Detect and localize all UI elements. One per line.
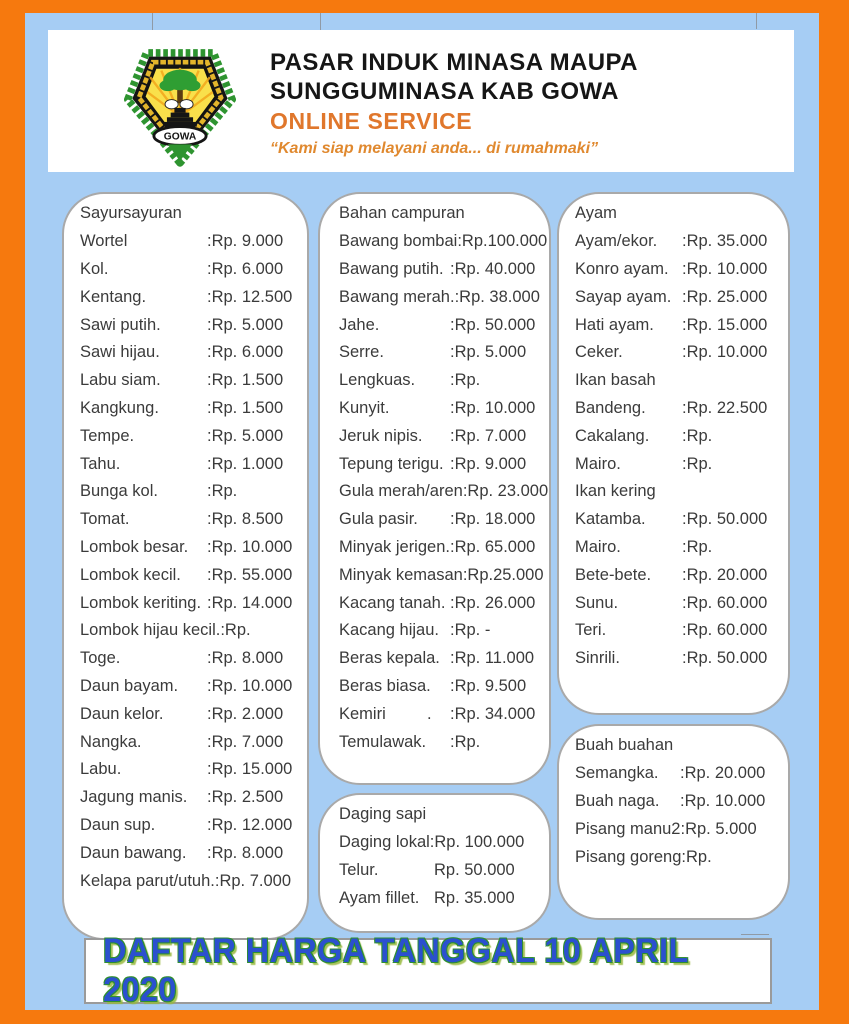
price-row — [64, 367, 307, 395]
price-row — [320, 395, 549, 423]
price-row — [64, 561, 307, 589]
item-name: Kacang hijau. — [339, 621, 439, 640]
item-name: Katamba. — [575, 510, 646, 529]
item-name: Jeruk nipis. — [339, 426, 423, 445]
item-name: Lombok hijau kecil. — [80, 621, 221, 640]
item-name: Ayam fillet. — [339, 888, 420, 907]
item-name: Daun bawang. — [80, 843, 187, 862]
price-row — [64, 506, 307, 534]
item-price: :Rp. 10.000 — [450, 398, 536, 417]
item-price: :Rp. — [682, 537, 713, 556]
price-row — [320, 645, 549, 673]
market-title-line1: PASAR INDUK MINASA MAUPA — [270, 49, 638, 76]
price-row — [320, 884, 549, 912]
price-row — [559, 422, 788, 450]
item-price: :Rp. 20.000 — [682, 565, 768, 584]
item-name: Lombok kecil. — [80, 565, 181, 584]
price-row — [559, 228, 788, 256]
section-title: Bahan campuran — [339, 204, 465, 223]
item-price: :Rp. - — [450, 621, 491, 640]
price-row — [559, 506, 788, 534]
item-price: :Rp. 6.000 — [207, 259, 284, 278]
item-name: Sawi putih. — [80, 315, 161, 334]
item-name: Kacang tanah. — [339, 593, 446, 612]
price-row — [320, 673, 549, 701]
item-price: :Rp. — [450, 371, 481, 390]
item-name: Gula pasir. — [339, 510, 418, 529]
item-name: Jagung manis. — [80, 788, 188, 807]
item-price: :Rp. 22.500 — [682, 398, 768, 417]
price-row — [559, 311, 788, 339]
item-price: :Rp. 10.000 — [682, 343, 768, 362]
item-price: :Rp. 12.500 — [207, 287, 293, 306]
price-row — [64, 311, 307, 339]
item-price: :Rp. 6.000 — [207, 343, 284, 362]
gowa-pentagon-emblem — [124, 44, 236, 170]
item-price: Rp. 35.000 — [434, 888, 515, 907]
price-row — [64, 395, 307, 423]
item-price: :Rp. 10.000 — [682, 259, 768, 278]
item-name: Sinrili. — [575, 649, 620, 668]
price-row — [64, 478, 307, 506]
item-price: :Rp. 26.000 — [450, 593, 536, 612]
item-name: Buah naga. — [575, 791, 660, 810]
item-name: Labu. — [80, 760, 122, 779]
banner-text: DAFTAR HARGA TANGGAL 10 APRIL 2020 — [103, 932, 689, 1009]
header-text-block — [270, 48, 638, 160]
item-price: :Rp. 10.000 — [207, 676, 293, 695]
artifact-line — [756, 13, 757, 29]
item-name: Teri. — [575, 621, 607, 640]
price-row — [320, 617, 549, 645]
item-price: :Rp. 65.000 — [450, 537, 536, 556]
market-title-line2: SUNGGUMINASA KAB GOWA — [270, 78, 619, 105]
item-price: :Rp. 9.000 — [207, 232, 284, 251]
item-price: Rp. 100.000 — [434, 833, 525, 852]
item-name: Labu siam. — [80, 371, 161, 390]
item-name: Kelapa parut/utuh. — [80, 871, 215, 890]
artifact-line — [320, 13, 321, 30]
item-price: :Rp. 9.500 — [450, 676, 527, 695]
item-name: Lombok besar. — [80, 537, 189, 556]
price-row — [64, 283, 307, 311]
price-row — [559, 561, 788, 589]
price-row — [320, 256, 549, 284]
item-price: :Rp. 15.000 — [207, 760, 293, 779]
price-row — [559, 760, 788, 788]
price-row — [320, 561, 549, 589]
item-name: Bawang putih. — [339, 259, 444, 278]
item-name: Kangkung. — [80, 398, 159, 417]
item-name: Gula merah/aren — [339, 482, 463, 501]
item-price: :Rp. 50.000 — [682, 649, 768, 668]
price-row — [559, 395, 788, 423]
artifact-line — [152, 13, 153, 30]
item-name: Sunu. — [575, 593, 619, 612]
card-daging-sapi — [318, 793, 551, 933]
price-row — [320, 283, 549, 311]
item-price: :Rp.100.000 — [457, 232, 548, 251]
price-row — [64, 728, 307, 756]
item-price: :Rp. 18.000 — [450, 510, 536, 529]
item-price: :Rp. 12.000 — [207, 815, 293, 834]
item-name: Kemiri . — [339, 704, 432, 723]
item-name: Minyak jerigen. — [339, 537, 450, 556]
item-name: Hati ayam. — [575, 315, 654, 334]
price-row — [64, 839, 307, 867]
item-price: :Rp. 9.000 — [450, 454, 527, 473]
item-name: Bete-bete. — [575, 565, 652, 584]
price-row — [64, 617, 307, 645]
item-name: Minyak kemasan — [339, 565, 463, 584]
item-price: :Rp. 38.000 — [454, 287, 540, 306]
item-name: Ceker. — [575, 343, 623, 362]
price-row — [559, 645, 788, 673]
price-row — [320, 534, 549, 562]
price-row — [64, 756, 307, 784]
item-price: :Rp. 5.000 — [207, 426, 284, 445]
price-row — [559, 815, 788, 843]
price-row — [320, 506, 549, 534]
item-price: :Rp. 1.500 — [207, 398, 284, 417]
item-name: Beras biasa. — [339, 676, 431, 695]
price-row — [64, 812, 307, 840]
price-row — [64, 867, 307, 895]
item-name: Mairo. — [575, 537, 621, 556]
item-name: Serre. — [339, 343, 384, 362]
item-price: :Rp. 5.000 — [680, 819, 757, 838]
card-buah-buahan — [557, 724, 790, 920]
item-name: Pisang manu2 — [575, 819, 681, 838]
item-price: :Rp. 35.000 — [682, 232, 768, 251]
item-name: Toge. — [80, 649, 121, 668]
section-title: Daging sapi — [339, 805, 427, 824]
price-row — [64, 450, 307, 478]
price-row — [320, 478, 549, 506]
item-price: :Rp. 14.000 — [207, 593, 293, 612]
item-name: Lombok keriting. — [80, 593, 202, 612]
price-date-banner — [84, 932, 772, 1009]
item-name: Nangka. — [80, 732, 142, 751]
item-name: Daging lokal: — [339, 833, 435, 852]
item-name: Jahe. — [339, 315, 380, 334]
price-row — [559, 589, 788, 617]
online-service-label: ONLINE SERVICE — [270, 108, 473, 134]
item-name: Bunga kol. — [80, 482, 158, 501]
item-price: :Rp. 7.000 — [207, 732, 284, 751]
item-name: Beras kepala. — [339, 649, 440, 668]
item-name: Bandeng. — [575, 398, 646, 417]
item-name: Lengkuas. — [339, 371, 416, 390]
price-row — [559, 450, 788, 478]
item-price: :Rp. 55.000 — [207, 565, 293, 584]
price-row — [320, 857, 549, 885]
price-row — [559, 788, 788, 816]
item-price: :Rp. — [220, 621, 251, 640]
item-name: Telur. — [339, 860, 379, 879]
item-price: :Rp. 50.000 — [682, 510, 768, 529]
price-row — [64, 673, 307, 701]
price-row — [559, 534, 788, 562]
price-row — [320, 728, 549, 756]
item-price: :Rp. 10.000 — [207, 537, 293, 556]
item-price: :Rp. 50.000 — [450, 315, 536, 334]
item-price: :Rp. — [682, 426, 713, 445]
item-price: :Rp. 11.000 — [450, 649, 535, 668]
header-card — [48, 30, 794, 172]
page-background — [25, 13, 819, 1010]
item-price: :Rp. 25.000 — [682, 287, 768, 306]
item-price: :Rp. 1.000 — [207, 454, 284, 473]
price-row — [64, 339, 307, 367]
item-name: Cakalang. — [575, 426, 650, 445]
price-row — [320, 700, 549, 728]
subsection-title: Ikan basah — [575, 371, 656, 390]
item-price: :Rp. 8.000 — [207, 649, 284, 668]
price-row — [559, 617, 788, 645]
item-price: :Rp. — [681, 847, 712, 866]
item-name: Tomat. — [80, 510, 130, 529]
item-price: :Rp. 10.000 — [680, 791, 766, 810]
item-price: :Rp. — [207, 482, 238, 501]
price-row — [64, 534, 307, 562]
price-row — [559, 339, 788, 367]
item-price: :Rp. 8.000 — [207, 843, 284, 862]
price-row — [64, 784, 307, 812]
item-name: Daun sup. — [80, 815, 156, 834]
item-price: :Rp. 34.000 — [450, 704, 536, 723]
item-name: Kol. — [80, 259, 109, 278]
gowa-logo — [124, 44, 236, 175]
card-ayam-ikan — [557, 192, 790, 715]
item-name: Tahu. — [80, 454, 121, 473]
price-row — [64, 422, 307, 450]
item-price: :Rp. 40.000 — [450, 259, 536, 278]
item-price: :Rp. 15.000 — [682, 315, 768, 334]
price-row — [320, 450, 549, 478]
item-name: Kentang. — [80, 287, 147, 306]
price-row — [559, 843, 788, 871]
item-price: :Rp. 8.500 — [207, 510, 284, 529]
card-sayursayuran — [62, 192, 309, 940]
item-price: :Rp. 2.500 — [207, 788, 284, 807]
price-row — [320, 422, 549, 450]
item-name: Tempe. — [80, 426, 135, 445]
item-name: Sawi hijau. — [80, 343, 160, 362]
logo-text: GOWA — [163, 131, 197, 143]
item-price: :Rp. 60.000 — [682, 621, 768, 640]
item-name: Temulawak. — [339, 732, 427, 751]
item-price: :Rp. 2.000 — [207, 704, 284, 723]
section-title: Ayam — [575, 204, 617, 223]
price-row — [320, 311, 549, 339]
item-name: Pisang goreng — [575, 847, 682, 866]
item-name: Wortel — [80, 232, 128, 251]
item-name: Mairo. — [575, 454, 621, 473]
price-row — [64, 700, 307, 728]
price-row — [64, 589, 307, 617]
item-name: Bawang merah. — [339, 287, 455, 306]
item-price: :Rp. 5.000 — [450, 343, 527, 362]
item-name: Bawang bombai — [339, 232, 458, 251]
item-price: :Rp. 23.000 — [462, 482, 549, 501]
item-price: :Rp. 5.000 — [207, 315, 284, 334]
tagline: “Kami siap melayani anda... di rumahmaki” — [270, 140, 599, 157]
item-price: :Rp. — [450, 732, 481, 751]
price-row — [320, 367, 549, 395]
item-price: :Rp. 7.000 — [214, 871, 291, 890]
item-price: :Rp. 20.000 — [680, 764, 766, 783]
subsection-title: Ikan kering — [575, 482, 656, 501]
item-name: Kunyit. — [339, 398, 390, 417]
item-price: :Rp. 60.000 — [682, 593, 768, 612]
price-row — [64, 228, 307, 256]
item-price: :Rp. — [682, 454, 713, 473]
item-name: Ayam/ekor. — [575, 232, 658, 251]
item-price: Rp. 50.000 — [434, 860, 515, 879]
item-name: Daun kelor. — [80, 704, 164, 723]
item-name: Tepung terigu. — [339, 454, 444, 473]
item-name: Daun bayam. — [80, 676, 179, 695]
price-row — [559, 283, 788, 311]
price-row — [320, 829, 549, 857]
item-price: :Rp.25.000 — [462, 565, 544, 584]
price-row — [559, 256, 788, 284]
price-row — [64, 256, 307, 284]
item-price: :Rp. 7.000 — [450, 426, 527, 445]
item-name: Sayap ayam. — [575, 287, 672, 306]
price-row — [320, 339, 549, 367]
item-name: Konro ayam. — [575, 259, 669, 278]
item-name: Semangka. — [575, 764, 659, 783]
card-bahan-campuran — [318, 192, 551, 785]
price-row — [64, 645, 307, 673]
item-price: :Rp. 1.500 — [207, 371, 284, 390]
section-title: Sayursayuran — [80, 204, 182, 223]
price-row — [320, 589, 549, 617]
section-title: Buah buahan — [575, 736, 674, 755]
price-row — [320, 228, 549, 256]
